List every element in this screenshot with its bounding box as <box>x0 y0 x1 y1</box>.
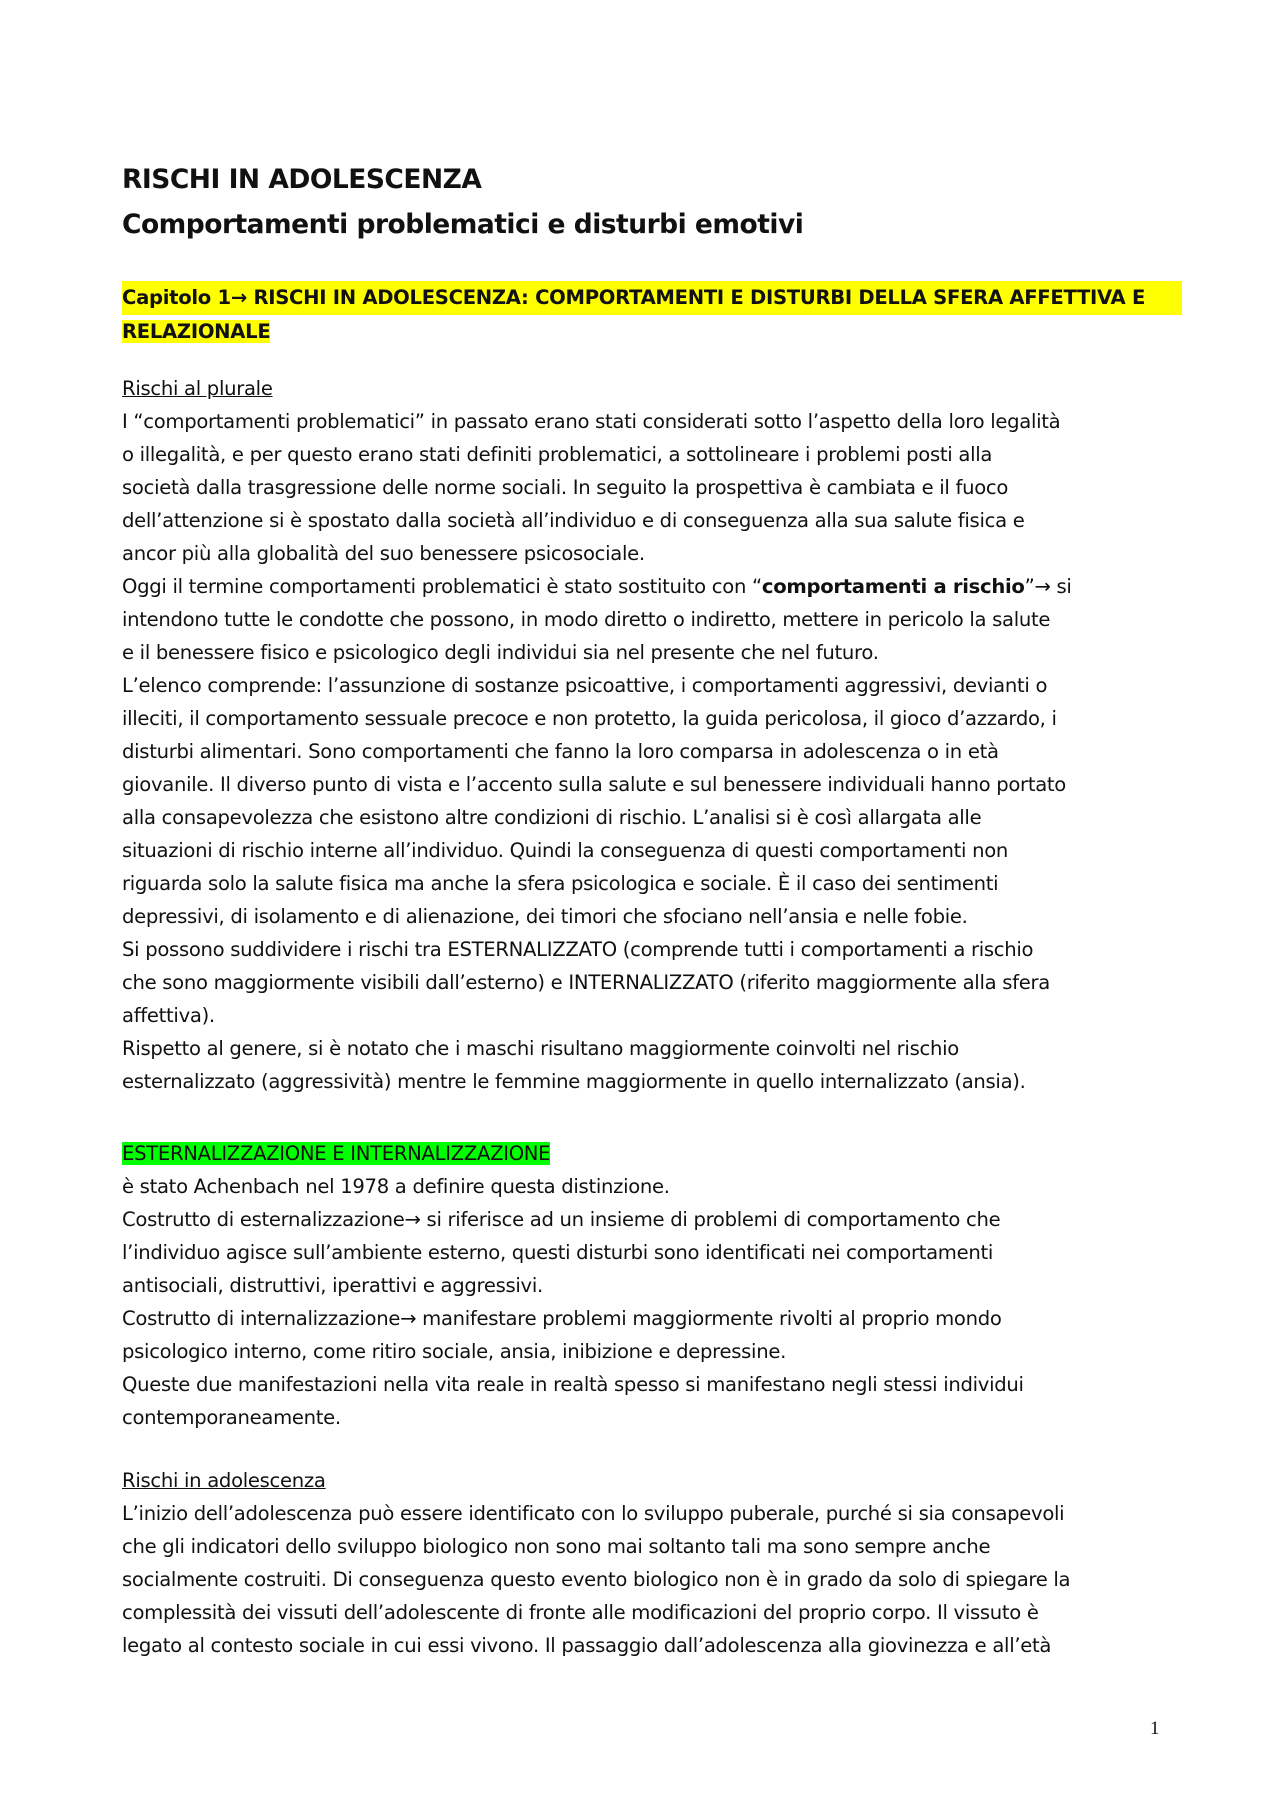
chapter-heading-line-1 <box>122 281 1182 315</box>
text-line: giovanile. Il diverso punto di vista e l’accento sulla salute e sul benessere individuali hanno portato <box>122 773 1066 796</box>
text-line: riguarda solo la salute fisica ma anche la sfera psicologica e sociale. È il caso dei sentimenti <box>122 872 999 895</box>
document-subtitle: Comportamenti problematici e disturbi emotivi <box>122 209 804 240</box>
text-run: ”→ si <box>1024 575 1072 598</box>
text-line: depressivi, di isolamento e di alienazione, dei timori che sfociano nell’ansia e nelle fobie. <box>122 905 968 928</box>
arrow-icon: → <box>230 286 247 309</box>
paragraph-1 <box>122 405 1182 1098</box>
text-line: I “comportamenti problematici” in passato erano stati considerati sotto l’aspetto della loro legalità <box>122 410 1061 433</box>
text-line: Queste due manifestazioni nella vita reale in realtà spesso si manifestano negli stessi individui <box>122 1373 1024 1396</box>
text-line: intendono tutte le condotte che possono, in modo diretto o indiretto, mettere in pericolo la salute <box>122 608 1051 631</box>
text-line: è stato Achenbach nel 1978 a definire questa distinzione. <box>122 1175 670 1198</box>
text-line: affettiva). <box>122 1004 215 1027</box>
page-number: 1 <box>1150 1718 1160 1739</box>
text-line: antisociali, distruttivi, iperattivi e aggressivi. <box>122 1274 543 1297</box>
text-line: che gli indicatori dello sviluppo biologico non sono mai soltanto tali ma sono sempre anche <box>122 1535 991 1558</box>
text-line: ancor più alla globalità del suo benessere psicosociale. <box>122 542 645 565</box>
chapter-title-part-1: RISCHI IN ADOLESCENZA: COMPORTAMENTI E DISTURBI DELLA SFERA AFFETTIVA E <box>246 286 1146 309</box>
bold-term: comportamenti a rischio <box>761 575 1025 598</box>
text-line: Costrutto di internalizzazione→ manifestare problemi maggiormente rivolti al proprio mondo <box>122 1307 1002 1330</box>
section-2 <box>122 1137 1182 1434</box>
document-title: RISCHI IN ADOLESCENZA <box>122 164 482 195</box>
text-line: e il benessere fisico e psicologico degli individui sia nel presente che nel futuro. <box>122 641 879 664</box>
section-heading-rischi-al-plurale: Rischi al plurale <box>122 377 273 400</box>
text-run: Oggi il termine comportamenti problematici è stato sostituito con “ <box>122 575 762 598</box>
text-line: contemporaneamente. <box>122 1406 341 1429</box>
section-heading-rischi-in-adolescenza: Rischi in adolescenza <box>122 1469 326 1492</box>
text-line: l’individuo agisce sull’ambiente esterno, questi disturbi sono identificati nei comportamenti <box>122 1241 993 1264</box>
text-line: disturbi alimentari. Sono comportamenti che fanno la loro comparsa in adolescenza o in età <box>122 740 999 763</box>
chapter-title-part-2: RELAZIONALE <box>122 320 271 343</box>
text-line: dell’attenzione si è spostato dalla società all’individuo e di conseguenza alla sua salute fisica e <box>122 509 1025 532</box>
text-line: situazioni di rischio interne all’individuo. Quindi la conseguenza di questi comportamenti non <box>122 839 1009 862</box>
text-line: società dalla trasgressione delle norme sociali. In seguito la prospettiva è cambiata e il fuoco <box>122 476 1009 499</box>
chapter-label: Capitolo 1 <box>122 286 231 309</box>
text-line: che sono maggiormente visibili dall’esterno) e INTERNALIZZATO (riferito maggiormente alla sfera <box>122 971 1050 994</box>
chapter-heading <box>122 281 1182 349</box>
text-line: L’inizio dell’adolescenza può essere identificato con lo sviluppo puberale, purché si sia consapevoli <box>122 1502 1065 1525</box>
text-line: Rispetto al genere, si è notato che i maschi risultano maggiormente coinvolti nel rischio <box>122 1037 959 1060</box>
text-line: illeciti, il comportamento sessuale precoce e non protetto, la guida pericolosa, il gioco d’azzardo, i <box>122 707 1057 730</box>
text-line: socialmente costruiti. Di conseguenza questo evento biologico non è in grado da solo di spiegare la <box>122 1568 1071 1591</box>
text-line: complessità dei vissuti dell’adolescente di fronte alle modificazioni del proprio corpo. Il vissuto è <box>122 1601 1039 1624</box>
highlighted-heading: ESTERNALIZZAZIONE E INTERNALIZZAZIONE <box>122 1142 551 1165</box>
text-line: psicologico interno, come ritiro sociale, ansia, inibizione e depressine. <box>122 1340 786 1363</box>
paragraph-rischi-in-adolescenza <box>122 1497 1182 1662</box>
text-line: alla consapevolezza che esistono altre condizioni di rischio. L’analisi si è così allargata alle <box>122 806 982 829</box>
text-line: L’elenco comprende: l’assunzione di sostanze psicoattive, i comportamenti aggressivi, devianti o <box>122 674 1048 697</box>
text-line <box>122 570 1182 603</box>
text-line: Costrutto di esternalizzazione→ si riferisce ad un insieme di problemi di comportamento che <box>122 1208 1001 1231</box>
section-heading-esternalizzazione <box>122 1137 1182 1170</box>
text-line: esternalizzato (aggressività) mentre le femmine maggiormente in quello internalizzato (ansia). <box>122 1070 1026 1093</box>
text-line: legato al contesto sociale in cui essi vivono. Il passaggio dall’adolescenza alla giovinezza e all’età <box>122 1634 1052 1657</box>
text-line: Si possono suddividere i rischi tra ESTERNALIZZATO (comprende tutti i comportamenti a rischio <box>122 938 1034 961</box>
text-line: o illegalità, e per questo erano stati definiti problematici, a sottolineare i problemi posti alla <box>122 443 993 466</box>
